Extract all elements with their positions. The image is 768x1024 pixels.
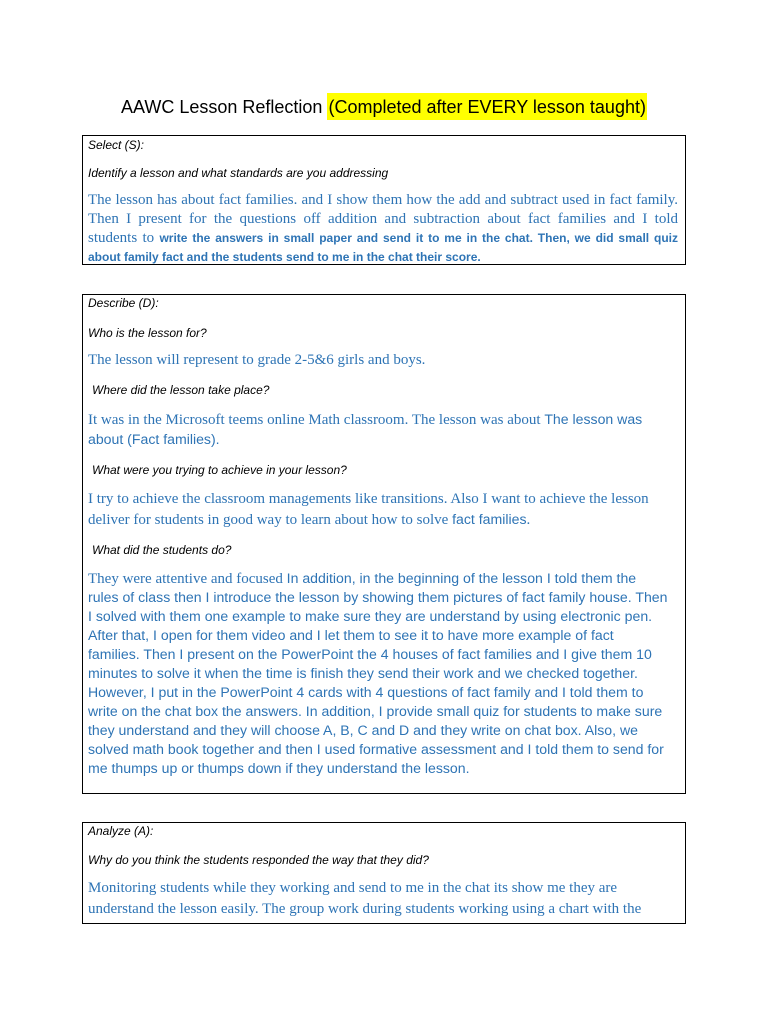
answer-line [88, 569, 678, 589]
answer-text-sans: families. Then I present on the PowerPoint the 4 houses of fact families and I give them 10 [88, 646, 652, 662]
title-text: AAWC Lesson Reflection [121, 97, 323, 117]
question-prompt: Identify a lesson and what standards are you addressing [88, 166, 389, 180]
answer-line [88, 351, 678, 370]
question-prompt: Why do you think the students responded the way that they did? [88, 853, 429, 867]
answer-line [88, 191, 678, 210]
answer-line [88, 645, 678, 665]
answer-line [88, 430, 678, 450]
answer-line [88, 900, 678, 919]
answer-text-sans: I solved with them one example to make sure they are understand by using electronic pen. [88, 608, 653, 624]
answer-text-sans: The lesson was [544, 411, 643, 427]
question-prompt: Where did the lesson take place? [92, 383, 270, 397]
answer-text: deliver for students in good way to learn about how to solve [88, 512, 453, 528]
page-title [0, 93, 768, 121]
answer-line [88, 510, 678, 530]
answer-line [88, 607, 678, 627]
answer-text-sans: After that, I open for them video and I let them to see it to have more example of fact [88, 627, 614, 643]
section-heading: Select (S): [88, 138, 145, 152]
answer-text-sans: In addition, in the beginning of the lesson I told them the [286, 570, 637, 586]
answer-text: Then I present for the questions off addition and subtraction about fact families and I told [88, 211, 678, 227]
answer-text-sans: However, I put in the PowerPoint 4 cards with 4 questions of fact family and I told them to [88, 684, 644, 700]
answer-text: The lesson has about fact families. and I show them how the add and subtract used in fact family. [88, 192, 678, 208]
section-heading: Analyze (A): [88, 824, 154, 838]
answer-text: I try to achieve the classroom managements like transitions. Also I want to achieve the lesson [88, 491, 649, 507]
answer-text-sans: they understand and they will choose A, B, C and D and they write on chat box. Also, we [88, 722, 638, 738]
answer-text-sans: about (Fact families). [88, 431, 220, 447]
answer-text: It was in the Microsoft teems online Math classroom. The lesson was about [88, 412, 545, 428]
answer-line [88, 879, 678, 898]
analyze-section [82, 822, 686, 924]
answer-text: They were attentive and focused [88, 571, 287, 587]
answer-line [88, 588, 678, 608]
answer-line [88, 740, 678, 760]
answer-text-sans: minutes to solve it when the time is finish they send their work and we checked together. [88, 665, 638, 681]
answer-text: students to [88, 230, 160, 246]
answer-text: Monitoring students while they working and send to me in the chat its show me they are [88, 880, 618, 896]
answer-text-sans: rules of class then I introduce the lesson by showing them pictures of fact family house. Then [88, 589, 668, 605]
answer-line [88, 248, 678, 267]
question-prompt: What were you trying to achieve in your lesson? [92, 463, 347, 477]
answer-line [88, 210, 678, 229]
describe-section [82, 294, 686, 794]
answer-line [88, 664, 678, 684]
answer-line [88, 702, 678, 722]
answer-text: . [526, 512, 531, 528]
answer-text-emphasis: write the answers in small paper and send it to me in the chat. Then, we did small quiz [159, 231, 678, 245]
select-section [82, 135, 686, 265]
answer-line [88, 683, 678, 703]
answer-text: The lesson will represent to grade 2-5&6 girls and boys. [88, 352, 426, 368]
answer-line [88, 721, 678, 741]
answer-line [88, 759, 678, 779]
answer-text-sans: fact families [452, 511, 527, 527]
answer-line [88, 229, 678, 248]
answer-text-sans: me thumps up or thumps down if they understand the lesson. [88, 760, 470, 776]
answer-text: understand the lesson easily. The group work during students working using a chart with the [88, 901, 642, 917]
answer-text-sans: write on the chat box the answers. In addition, I provide small quiz for students to make sure [88, 703, 663, 719]
question-prompt: What did the students do? [92, 543, 232, 557]
question-prompt: Who is the lesson for? [88, 326, 207, 340]
answer-text-sans: solved math book together and then I used formative assessment and I told them to send for [88, 741, 664, 757]
answer-line [88, 626, 678, 646]
section-heading: Describe (D): [88, 296, 159, 310]
answer-line [88, 490, 678, 509]
answer-line [88, 410, 678, 430]
title-highlight: (Completed after EVERY lesson taught) [327, 93, 647, 120]
answer-text-emphasis: about family fact and the students send to me in the chat their score. [88, 250, 481, 264]
